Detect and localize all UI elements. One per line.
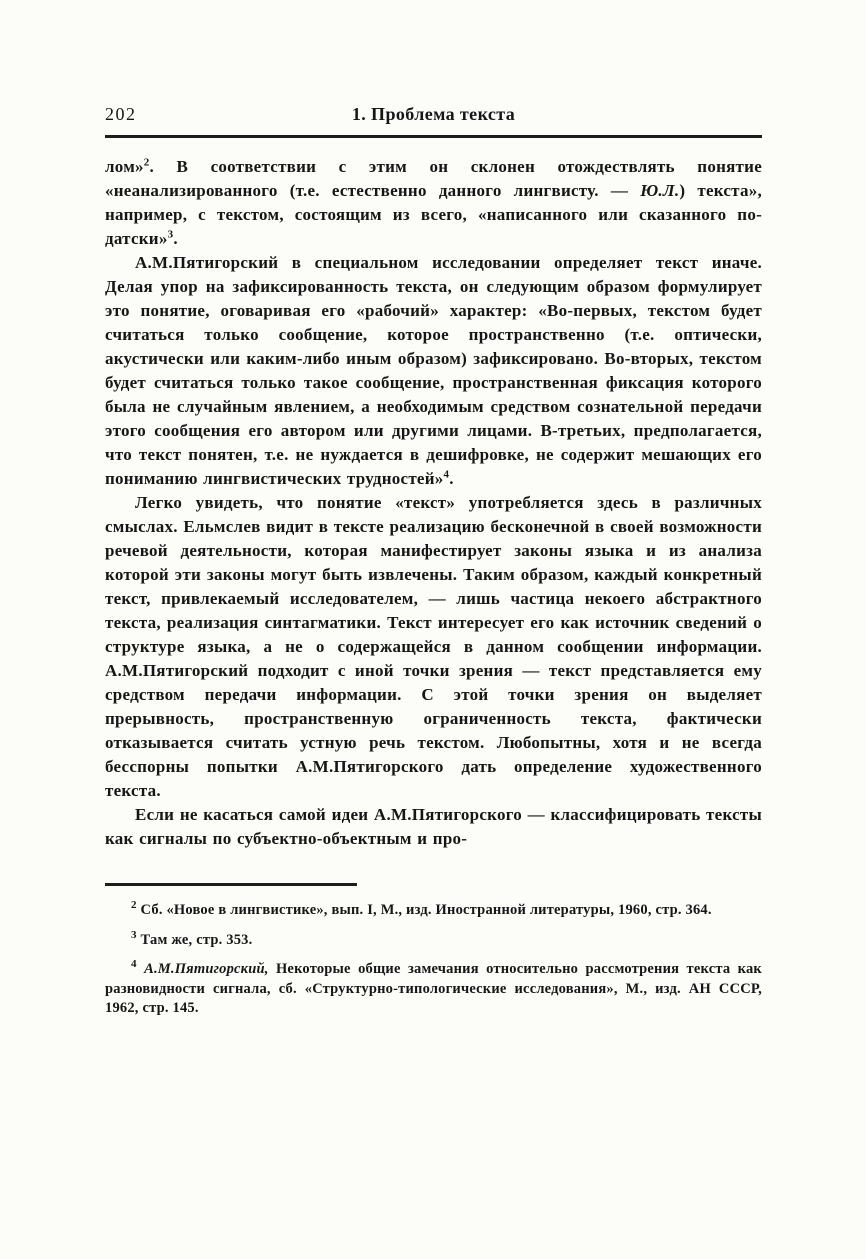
page-header [105,104,762,129]
paragraph-2 [105,251,762,491]
footnote-4-text: Некоторые общие замечания относительно рассмотрения текста как разновидности сигнала, сб. «Структурно-типологические исследования», М., изд. АН СССР, 1962, стр. 145. [105,961,762,1016]
paragraph-1-italic: Ю.Л. [640,181,680,200]
header-rule [105,135,762,138]
footnote-ref-2: 2 [143,156,150,169]
paragraph-1-text: . [173,229,178,248]
footnote-4 [105,960,762,1019]
paragraph-3: Легко увидеть, что понятие «текст» употребляется здесь в различных смыслах. Ельмслев видит в тексте реализацию бесконечной в своей возможности речевой деятельности, которая манифестирует законы языка и из анализа которой эти законы могут быть извлечены. Таким образом, каждый конкретный текст, привлекаемый исследователем, — лишь частица некоего абстрактного текста, реализация синтагматики. Текст интересует его как источник сведений о структуре языка, а не о содержащейся в данном сообщении информации. А.М.Пятигорский подходит с иной точки зрения — текст представляется ему средством передачи информации. С этой точки зрения он выделяет прерывность, пространственную ограниченность текста, фактически отказывается считать устную речь текстом. Любопытны, хотя и не всегда бесспорны попытки А.М.Пятигорского дать определение художественного текста. [105,493,762,800]
footnote-4-number: 4 [131,958,137,971]
paragraph-1-text: ) текста», например, с текстом, состоящим из всего, «написанного или сказанного по-датски» [105,181,762,248]
footnote-3-text: Там же, стр. 353. [136,931,253,948]
footnote-ref-4: 4 [443,468,450,481]
footnote-rule [105,883,357,886]
footnote-2-number: 2 [131,899,137,912]
paragraph-1-text: . В соответствии с этим он склонен отождествлять понятие «неанализированного (т.е. естественно данного лингвисту. — [105,157,762,200]
footnote-3 [105,928,762,951]
running-title: 1. Проблема текста [351,104,516,124]
footnote-2 [105,901,762,921]
footnote-2-text: Сб. «Новое в лингвистике», вып. I, М., изд. Иностранной литературы, 1960, стр. 364. [136,902,712,918]
page-number: 202 [105,104,137,124]
footnote-ref-3: 3 [167,228,174,241]
paragraph-1 [105,155,762,251]
paragraph-4: Если не касаться самой идеи А.М.Пятигорского — классифицировать тексты как сигналы по субъектно-объектным и про- [105,805,762,848]
footnote-4-author: А.М.Пятигорский, [136,961,269,977]
footnotes [105,901,762,1019]
footnote-3-number: 3 [131,928,137,941]
paragraph-2-text: . [449,469,454,488]
paragraph-1-text: лом» [105,157,144,176]
paragraph-2-text: А.М.Пятигорский в специальном исследовании определяет текст иначе. Делая упор на зафиксированность текста, он следующим образом формулирует это понятие, оговаривая его «рабочий» характер: «Во-первых, текстом будет считаться только сообщение, которое пространственно (т.е. оптически, акустически или каким-либо иным образом) зафиксировано. Во-вторых, текстом будет считаться только такое сообщение, пространственная фиксация которого была не случайным явлением, а необходимым средством сознательной передачи этого сообщения его автором или другими лицами. В-третьих, предполагается, что текст понятен, т.е. не нуждается в дешифровке, не содержит мешающих его пониманию лингвистических трудностей» [105,253,762,488]
page-body [105,155,762,851]
